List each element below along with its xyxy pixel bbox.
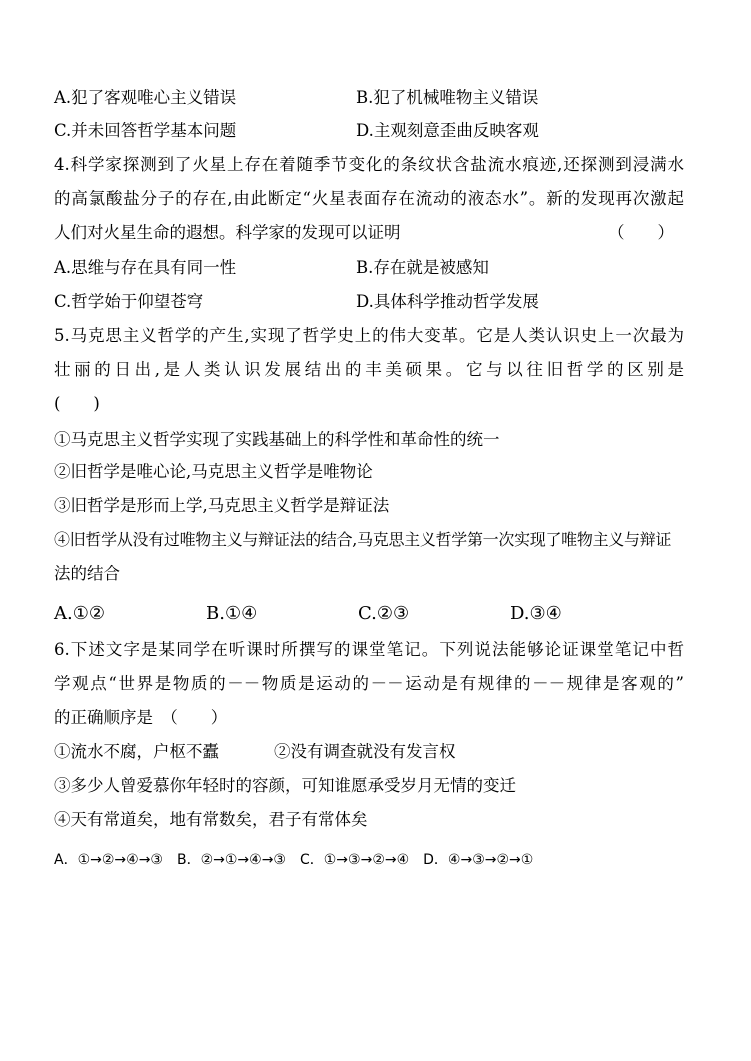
q5-statement-4-line2: 法的结合 — [54, 564, 120, 583]
q4-option-b: B.存在就是被感知 — [356, 258, 489, 277]
q6-statement-3: ③多少人曾爱慕你年轻时的容颜，可知谁愿承受岁月无情的变迁 — [54, 776, 516, 795]
q4-stem-line2: 的高氯酸盐分子的存在,由此断定“火星表面存在流动的液态水”。新的发现再次激起 — [54, 189, 684, 208]
q5-options — [54, 604, 662, 624]
q6-stem-line3: 的正确顺序是 （ ） — [54, 708, 228, 727]
q4-option-d: D.具体科学推动哲学发展 — [356, 292, 539, 311]
q6-statement-4: ④天有常道矣，地有常数矣，君子有常体矣 — [54, 810, 368, 829]
q4-option-a: A.思维与存在具有同一性 — [54, 258, 237, 277]
q4-stem-line3: 人们对火星生命的遐想。科学家的发现可以证明 — [54, 223, 401, 242]
q5-stem-line2: 壮丽的日出,是人类认识发展结出的丰美硕果。它与以往旧哲学的区别是 — [54, 360, 684, 379]
q6-option-c: C．①→③→②→④ — [299, 852, 410, 868]
q5-statement-2: ②旧哲学是唯心论,马克思主义哲学是唯物论 — [54, 462, 373, 481]
q5-answer-bracket: ( ) — [54, 394, 100, 413]
q3-option-b: B.犯了机械唯物主义错误 — [356, 88, 539, 107]
q6-option-d: D．④→③→②→① — [423, 852, 534, 868]
q6-option-a: A．①→②→④→③ — [54, 852, 163, 868]
q5-stem-line1: 5.马克思主义哲学的产生,实现了哲学史上的伟大变革。它是人类认识史上一次最为 — [54, 326, 684, 345]
q3-option-d: D.主观刻意歪曲反映客观 — [356, 121, 539, 140]
q5-statement-1: ①马克思主义哲学实现了实践基础上的科学性和革命性的统一 — [54, 430, 500, 449]
q5-statement-3: ③旧哲学是形而上学,马克思主义哲学是辩证法 — [54, 496, 390, 515]
q6-options — [54, 850, 547, 870]
q6-statement-1: ①流水不腐，户枢不蠹 — [54, 742, 219, 761]
q6-option-b: B．②→①→④→③ — [176, 852, 286, 868]
q5-option-d: D.③④ — [510, 603, 562, 624]
q5-option-c: C.②③ — [358, 603, 410, 624]
q5-option-b: B.①④ — [206, 603, 258, 624]
q3-option-c: C.并未回答哲学基本问题 — [54, 121, 237, 140]
q6-stem-line2: 学观点“世界是物质的－－物质是运动的－－运动是有规律的－－规律是客观的” — [54, 674, 684, 693]
q4-answer-bracket: （ ） — [608, 223, 674, 242]
q4-option-c: C.哲学始于仰望苍穹 — [54, 292, 204, 311]
q3-option-a: A.犯了客观唯心主义错误 — [54, 88, 237, 107]
q5-statement-4-line1: ④旧哲学从没有过唯物主义与辩证法的结合,马克思主义哲学第一次实现了唯物主义与辩证 — [54, 530, 672, 549]
q6-stem-line1: 6.下述文字是某同学在听课时所撰写的课堂笔记。下列说法能够论证课堂笔记中哲 — [54, 640, 684, 659]
q4-stem-line1: 4.科学家探测到了火星上存在着随季节变化的条纹状含盐流水痕迹,还探测到浸满水 — [54, 155, 684, 174]
q6-statement-2: ②没有调查就没有发言权 — [274, 742, 456, 761]
q5-option-a: A.①② — [54, 603, 105, 624]
